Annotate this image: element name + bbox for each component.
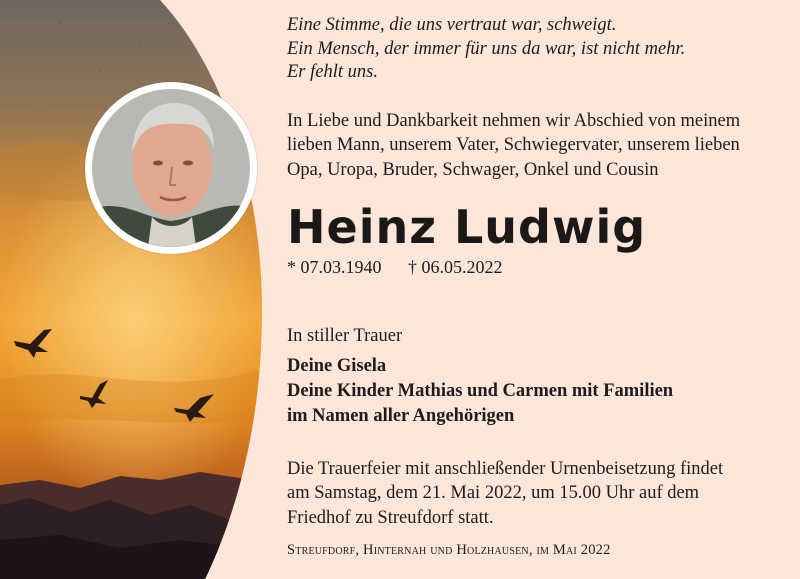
intro-line: In Liebe und Dankbarkeit nehmen wir Abschied von meinem xyxy=(287,111,741,131)
death-date: † 06.05.2022 xyxy=(408,257,503,277)
verse-line: Eine Stimme, die uns vertraut war, schweigt. xyxy=(287,15,617,35)
portrait-photo xyxy=(92,89,250,247)
life-dates xyxy=(287,257,525,278)
portrait-frame xyxy=(85,82,257,254)
signer: im Namen aller Angehörigen xyxy=(287,406,515,426)
deceased-name: Heinz Ludwig xyxy=(287,200,647,254)
intro-paragraph xyxy=(287,109,787,182)
birth-date: * 07.03.1940 xyxy=(287,257,382,277)
place-date-line: Streufdorf, Hinternah und Holzhausen, im Mai 2022 xyxy=(287,542,611,558)
notice-text xyxy=(287,14,787,558)
intro-line: Opa, Uropa, Bruder, Schwager, Onkel und Cousin xyxy=(287,159,659,180)
verse-line: Er fehlt uns. xyxy=(287,62,378,82)
signers-list xyxy=(287,354,787,429)
signer: Deine Kinder Mathias und Carmen mit Familien xyxy=(287,381,674,401)
funeral-line: Friedhof zu Streufdorf statt. xyxy=(287,507,494,528)
funeral-line: am Samstag, dem 21. Mai 2022, um 15.00 Uhr auf dem xyxy=(287,483,700,504)
funeral-line: Die Trauerfeier mit anschließender Urnenbeisetzung findet xyxy=(287,459,724,479)
intro-line: lieben Mann, unserem Vater, Schwiegervater, unserem lieben xyxy=(287,135,740,156)
verse-line: Ein Mensch, der immer für uns da war, ist nicht mehr. xyxy=(287,38,686,59)
funeral-info xyxy=(287,457,787,530)
mourning-line: In stiller Trauer xyxy=(287,326,403,346)
signer: Deine Gisela xyxy=(287,356,387,376)
